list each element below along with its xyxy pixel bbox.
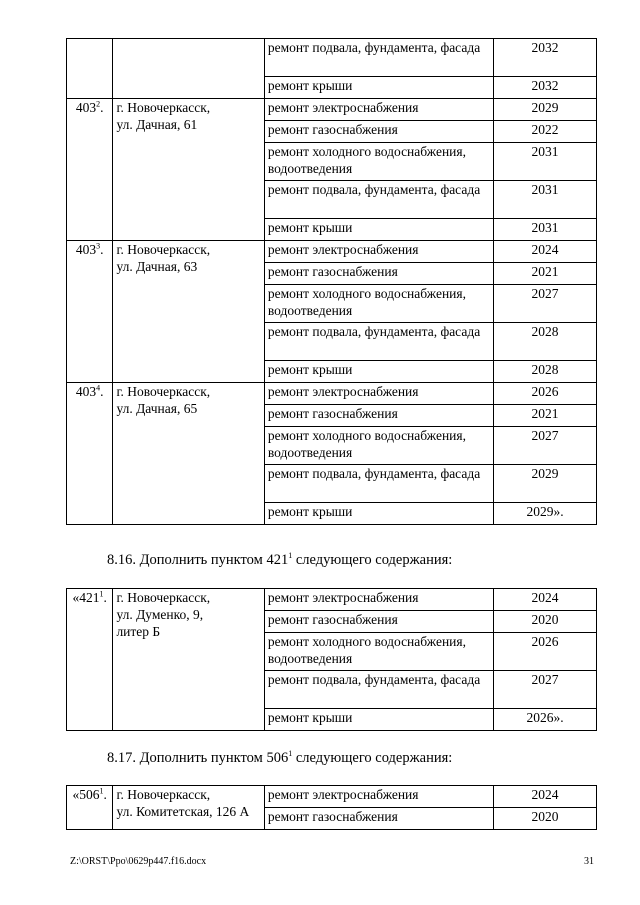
year-cell: 2020 [494, 808, 597, 830]
address-cell: г. Новочеркасск, ул. Думенко, 9, литер Б [113, 589, 264, 731]
year-cell: 2024 [494, 786, 597, 808]
item-number-cell: «$506^1$. [67, 786, 113, 830]
year-cell: 2032 [494, 77, 597, 99]
address-cell: г. Новочеркасск, ул. Дачная, 63 [113, 241, 264, 383]
work-type-cell: ремонт подвала, фундамента, фасада [264, 181, 493, 219]
year-cell: 2024 [494, 241, 597, 263]
item-number-cell [67, 39, 113, 99]
year-cell: 2024 [494, 589, 597, 611]
item-number-cell: $403^2$. [67, 99, 113, 241]
work-type-cell: ремонт крыши [264, 503, 493, 525]
year-cell: 2020 [494, 611, 597, 633]
year-cell: 2027 [494, 671, 597, 709]
work-type-cell: ремонт холодного водоснабжения, водоотведения [264, 143, 493, 181]
item-number-cell: «$421^1$. [67, 589, 113, 731]
work-type-cell: ремонт подвала, фундамента, фасада [264, 39, 493, 77]
repair-schedule-table-2 [66, 588, 597, 731]
year-cell: 2028 [494, 361, 597, 383]
amendment-paragraph-8-17: 8.17. Дополнить пунктом $506^1$ следующего содержания: [107, 749, 453, 766]
work-type-cell: ремонт подвала, фундамента, фасада [264, 671, 493, 709]
year-cell: 2028 [494, 323, 597, 361]
work-type-cell: ремонт крыши [264, 361, 493, 383]
year-cell: 2021 [494, 405, 597, 427]
address-cell: г. Новочеркасск, ул. Дачная, 65 [113, 383, 264, 525]
work-type-cell: ремонт крыши [264, 219, 493, 241]
work-type-cell: ремонт электроснабжения [264, 589, 493, 611]
address-cell: г. Новочеркасск, ул. Дачная, 61 [113, 99, 264, 241]
footer-file-path: Z:\ORST\Ppo\0629p447.f16.docx [70, 856, 207, 867]
year-cell: 2029 [494, 465, 597, 503]
work-type-cell: ремонт подвала, фундамента, фасада [264, 323, 493, 361]
work-type-cell: ремонт холодного водоснабжения, водоотведения [264, 633, 493, 671]
year-cell: 2027 [494, 285, 597, 323]
work-type-cell: ремонт электроснабжения [264, 241, 493, 263]
work-type-cell: ремонт электроснабжения [264, 786, 493, 808]
year-cell: 2029 [494, 99, 597, 121]
work-type-cell: ремонт газоснабжения [264, 611, 493, 633]
year-cell: 2022 [494, 121, 597, 143]
work-type-cell: ремонт холодного водоснабжения, водоотведения [264, 285, 493, 323]
year-cell: 2031 [494, 143, 597, 181]
year-cell: 2031 [494, 219, 597, 241]
work-type-cell: ремонт крыши [264, 709, 493, 731]
work-type-cell: ремонт крыши [264, 77, 493, 99]
work-type-cell: ремонт электроснабжения [264, 383, 493, 405]
work-type-cell: ремонт газоснабжения [264, 808, 493, 830]
repair-schedule-table-3 [66, 785, 597, 830]
work-type-cell: ремонт холодного водоснабжения, водоотведения [264, 427, 493, 465]
amendment-paragraph-8-16: 8.16. Дополнить пунктом $421^1$ следующего содержания: [107, 551, 453, 568]
year-cell: 2026 [494, 383, 597, 405]
item-number-cell: $403^4$. [67, 383, 113, 525]
address-cell: г. Новочеркасск, ул. Комитетская, 126 А [113, 786, 264, 830]
year-cell: 2026 [494, 633, 597, 671]
year-cell: 2021 [494, 263, 597, 285]
repair-schedule-table-1 [66, 38, 597, 525]
work-type-cell: ремонт газоснабжения [264, 121, 493, 143]
work-type-cell: ремонт подвала, фундамента, фасада [264, 465, 493, 503]
work-type-cell: ремонт газоснабжения [264, 405, 493, 427]
work-type-cell: ремонт газоснабжения [264, 263, 493, 285]
page-number: 31 [584, 856, 594, 867]
work-type-cell: ремонт электроснабжения [264, 99, 493, 121]
year-cell: 2027 [494, 427, 597, 465]
year-cell: 2026». [494, 709, 597, 731]
year-cell: 2031 [494, 181, 597, 219]
item-number-cell: $403^3$. [67, 241, 113, 383]
year-cell: 2032 [494, 39, 597, 77]
address-cell [113, 39, 264, 99]
year-cell: 2029». [494, 503, 597, 525]
